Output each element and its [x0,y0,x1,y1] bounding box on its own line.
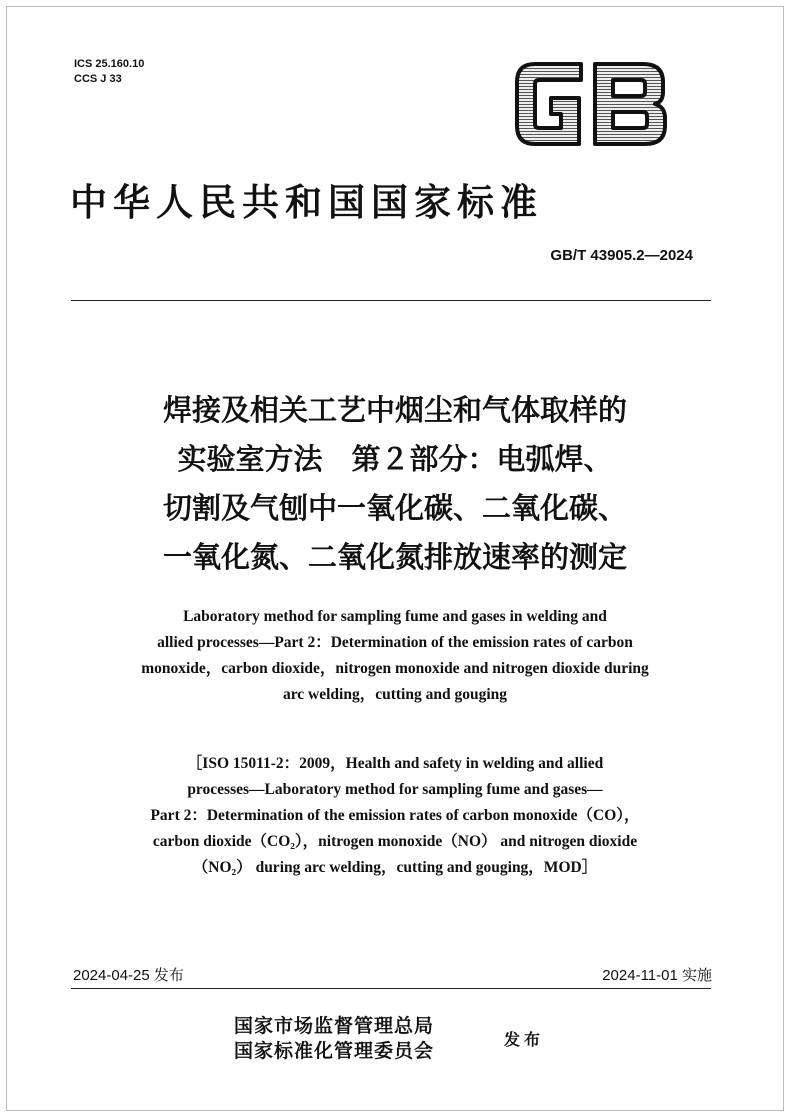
implement-date: 2024-11-01 实施 [602,967,712,984]
iso-reference-line: Part 2：Determination of the emission rates of carbon monoxide（CO）， [150,807,640,824]
issuing-authority: 国家标准化管理委员会 [234,1040,435,1062]
issuing-authorities [234,1014,434,1064]
iso-reference-line: carbon dioxide（CO₂），nitrogen monoxide（NO） and nitrogen dioxide [152,833,638,850]
publish-date: 2024-04-25 发布 [73,967,184,984]
chinese-title-line: 焊接及相关工艺中烟尘和气体取样的 [162,393,627,427]
iso-reference-line: ［ISO 15011-2：2009，Health and safety in welding and allied [186,755,604,772]
gb-logo-icon [513,58,669,150]
iso-reference-line: （NO₂） during arc welding，cutting and gouging，MOD］ [192,859,598,876]
english-title-line: monoxide，carbon dioxide，nitrogen monoxide and nitrogen dioxide during [141,660,649,677]
national-standard-title: 中华人民共和国国家标准 [70,180,543,224]
iso-reference-line: processes—Laboratory method for sampling fume and gases— [187,781,603,798]
bottom-divider [71,988,711,989]
chinese-title-line: 实验室方法 第２部分：电弧焊、 [177,442,613,476]
classification-codes [74,57,144,87]
ccs-code: CCS J 33 [74,73,122,85]
iso-reference [60,751,730,881]
english-title-line: Laboratory method for sampling fume and gases in welding and [183,608,607,625]
ics-code: ICS 25.160.10 [74,58,145,70]
chinese-title [60,386,730,582]
chinese-title-line: 一氧化氮、二氧化氮排放速率的测定 [162,540,627,574]
english-title [60,604,730,708]
chinese-title-line: 切割及气刨中一氧化碳、二氧化碳、 [162,491,627,525]
standard-number: GB/T 43905.2—2024 [550,247,693,264]
issuing-authority: 国家市场监督管理总局 [234,1015,435,1037]
top-divider [71,300,711,301]
english-title-line: arc welding，cutting and gouging [282,686,508,703]
publish-label: 发布 [504,1030,545,1049]
english-title-line: allied processes—Part 2：Determination of the emission rates of carbon [157,634,633,651]
